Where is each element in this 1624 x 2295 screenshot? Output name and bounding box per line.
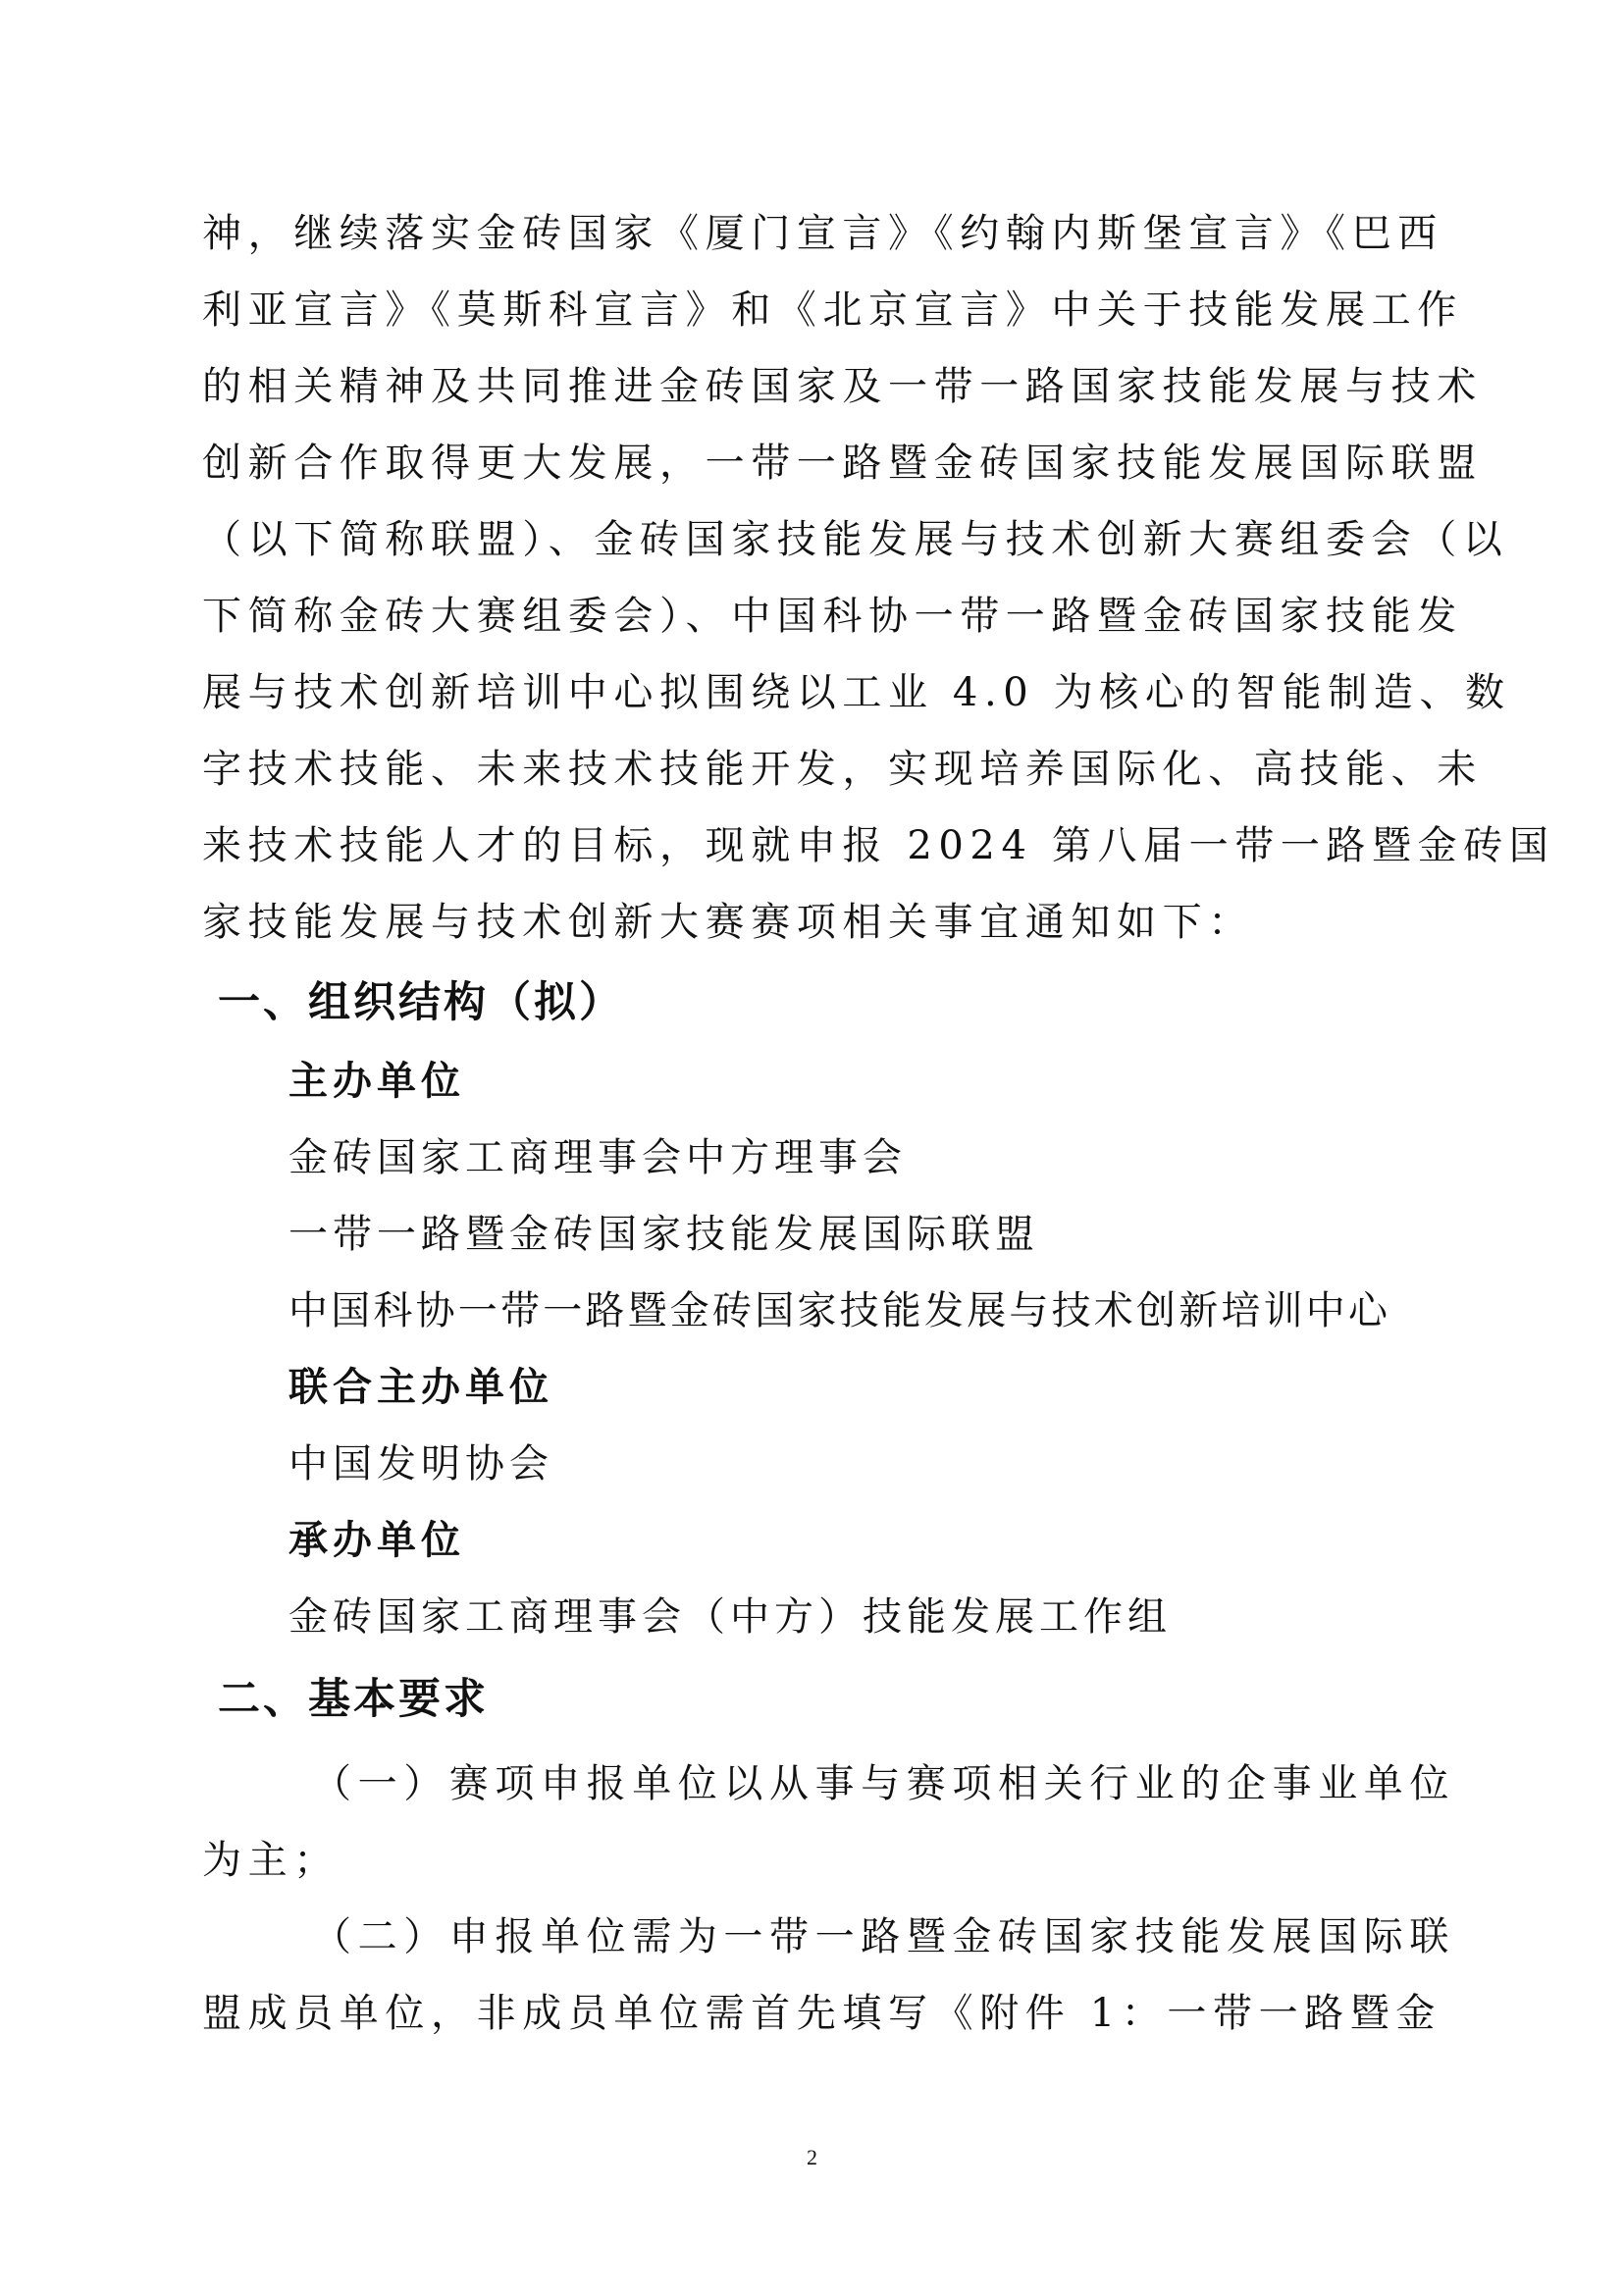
intro-line: 创新合作取得更大发展，一带一路暨金砖国家技能发展国际联盟 xyxy=(202,441,1483,486)
co-host-label: 联合主办单位 xyxy=(288,1364,553,1410)
intro-line: 来技术技能人才的目标，现就申报 2024 第八届一带一路暨金砖国 xyxy=(202,823,1555,868)
page-number: 2 xyxy=(807,2145,817,2169)
intro-line: 下简称金砖大赛组委会）、中国科协一带一路暨金砖国家技能发 xyxy=(202,594,1463,639)
intro-line: 字技术技能、未来技术技能开发，实现培养国际化、高技能、未 xyxy=(202,747,1483,792)
section-heading-requirements: 二、基本要求 xyxy=(218,1675,489,1724)
intro-line: 利亚宣言》《莫斯科宣言》和《北京宣言》中关于技能发展工作 xyxy=(202,287,1463,333)
host-label: 主办单位 xyxy=(288,1058,465,1104)
intro-line: （以下简称联盟）、金砖国家技能发展与技术创新大赛组委会（以 xyxy=(202,517,1509,562)
intro-line: 展与技术创新培训中心拟围绕以工业 4.0 为核心的智能制造、数 xyxy=(202,670,1511,715)
requirement-line: （一）赛项申报单位以从事与赛项相关行业的企事业单位 xyxy=(312,1761,1455,1806)
intro-line: 家技能发展与技术创新大赛赛项相关事宜通知如下： xyxy=(202,900,1254,945)
co-host-item: 中国发明协会 xyxy=(288,1441,553,1487)
host-item: 中国科协一带一路暨金砖国家技能发展与技术创新培训中心 xyxy=(288,1288,1391,1333)
intro-line: 神，继续落实金砖国家《厦门宣言》《约翰内斯堡宣言》《巴西 xyxy=(202,211,1443,256)
organizer-label: 承办单位 xyxy=(288,1517,465,1563)
requirement-line: （二）申报单位需为一带一路暨金砖国家技能发展国际联 xyxy=(312,1914,1455,1959)
section-heading-organization: 一、组织结构（拟） xyxy=(218,978,624,1027)
host-item: 金砖国家工商理事会中方理事会 xyxy=(288,1135,907,1180)
host-item: 一带一路暨金砖国家技能发展国际联盟 xyxy=(288,1212,1039,1257)
requirement-line: 为主； xyxy=(202,1838,340,1883)
requirement-line: 盟成员单位，非成员单位需首先填写《附件 1：一带一路暨金 xyxy=(202,1991,1441,2036)
intro-line: 的相关精神及共同推进金砖国家及一带一路国家技能发展与技术 xyxy=(202,364,1483,409)
organizer-item: 金砖国家工商理事会（中方）技能发展工作组 xyxy=(288,1594,1172,1640)
